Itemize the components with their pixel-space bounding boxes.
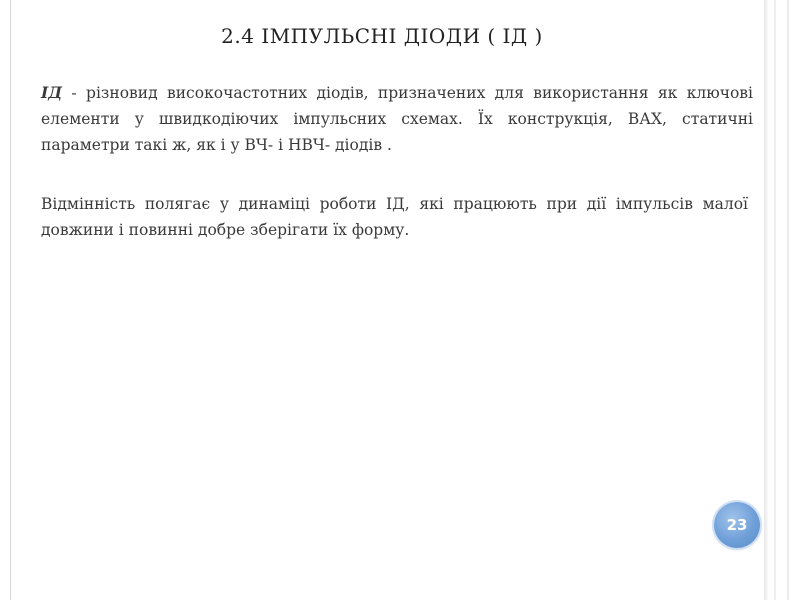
page-number-badge: 23 bbox=[714, 502, 760, 548]
definition-paragraph bbox=[41, 80, 753, 158]
difference-paragraph: Відмінність полягає у динаміці роботи ІД, які працюють при дії імпульсів малої довжини і повинні добре зберігати їх форму. bbox=[41, 195, 748, 239]
term-abbreviation: ІД bbox=[41, 83, 63, 102]
definition-text: - різновид високочастотних діодів, призначених для використання як ключові елементи у швидкодіючих імпульсних схемах. Їх конструкція, ВАХ, статичні параметри такі ж, як і у ВЧ- і НВЧ- діодів . bbox=[41, 84, 753, 154]
right-decorative-rail bbox=[764, 0, 800, 600]
slide-title: 2.4 ІМПУЛЬСНІ ДІОДИ ( ІД ) bbox=[221, 24, 543, 48]
left-border-line bbox=[10, 0, 11, 600]
